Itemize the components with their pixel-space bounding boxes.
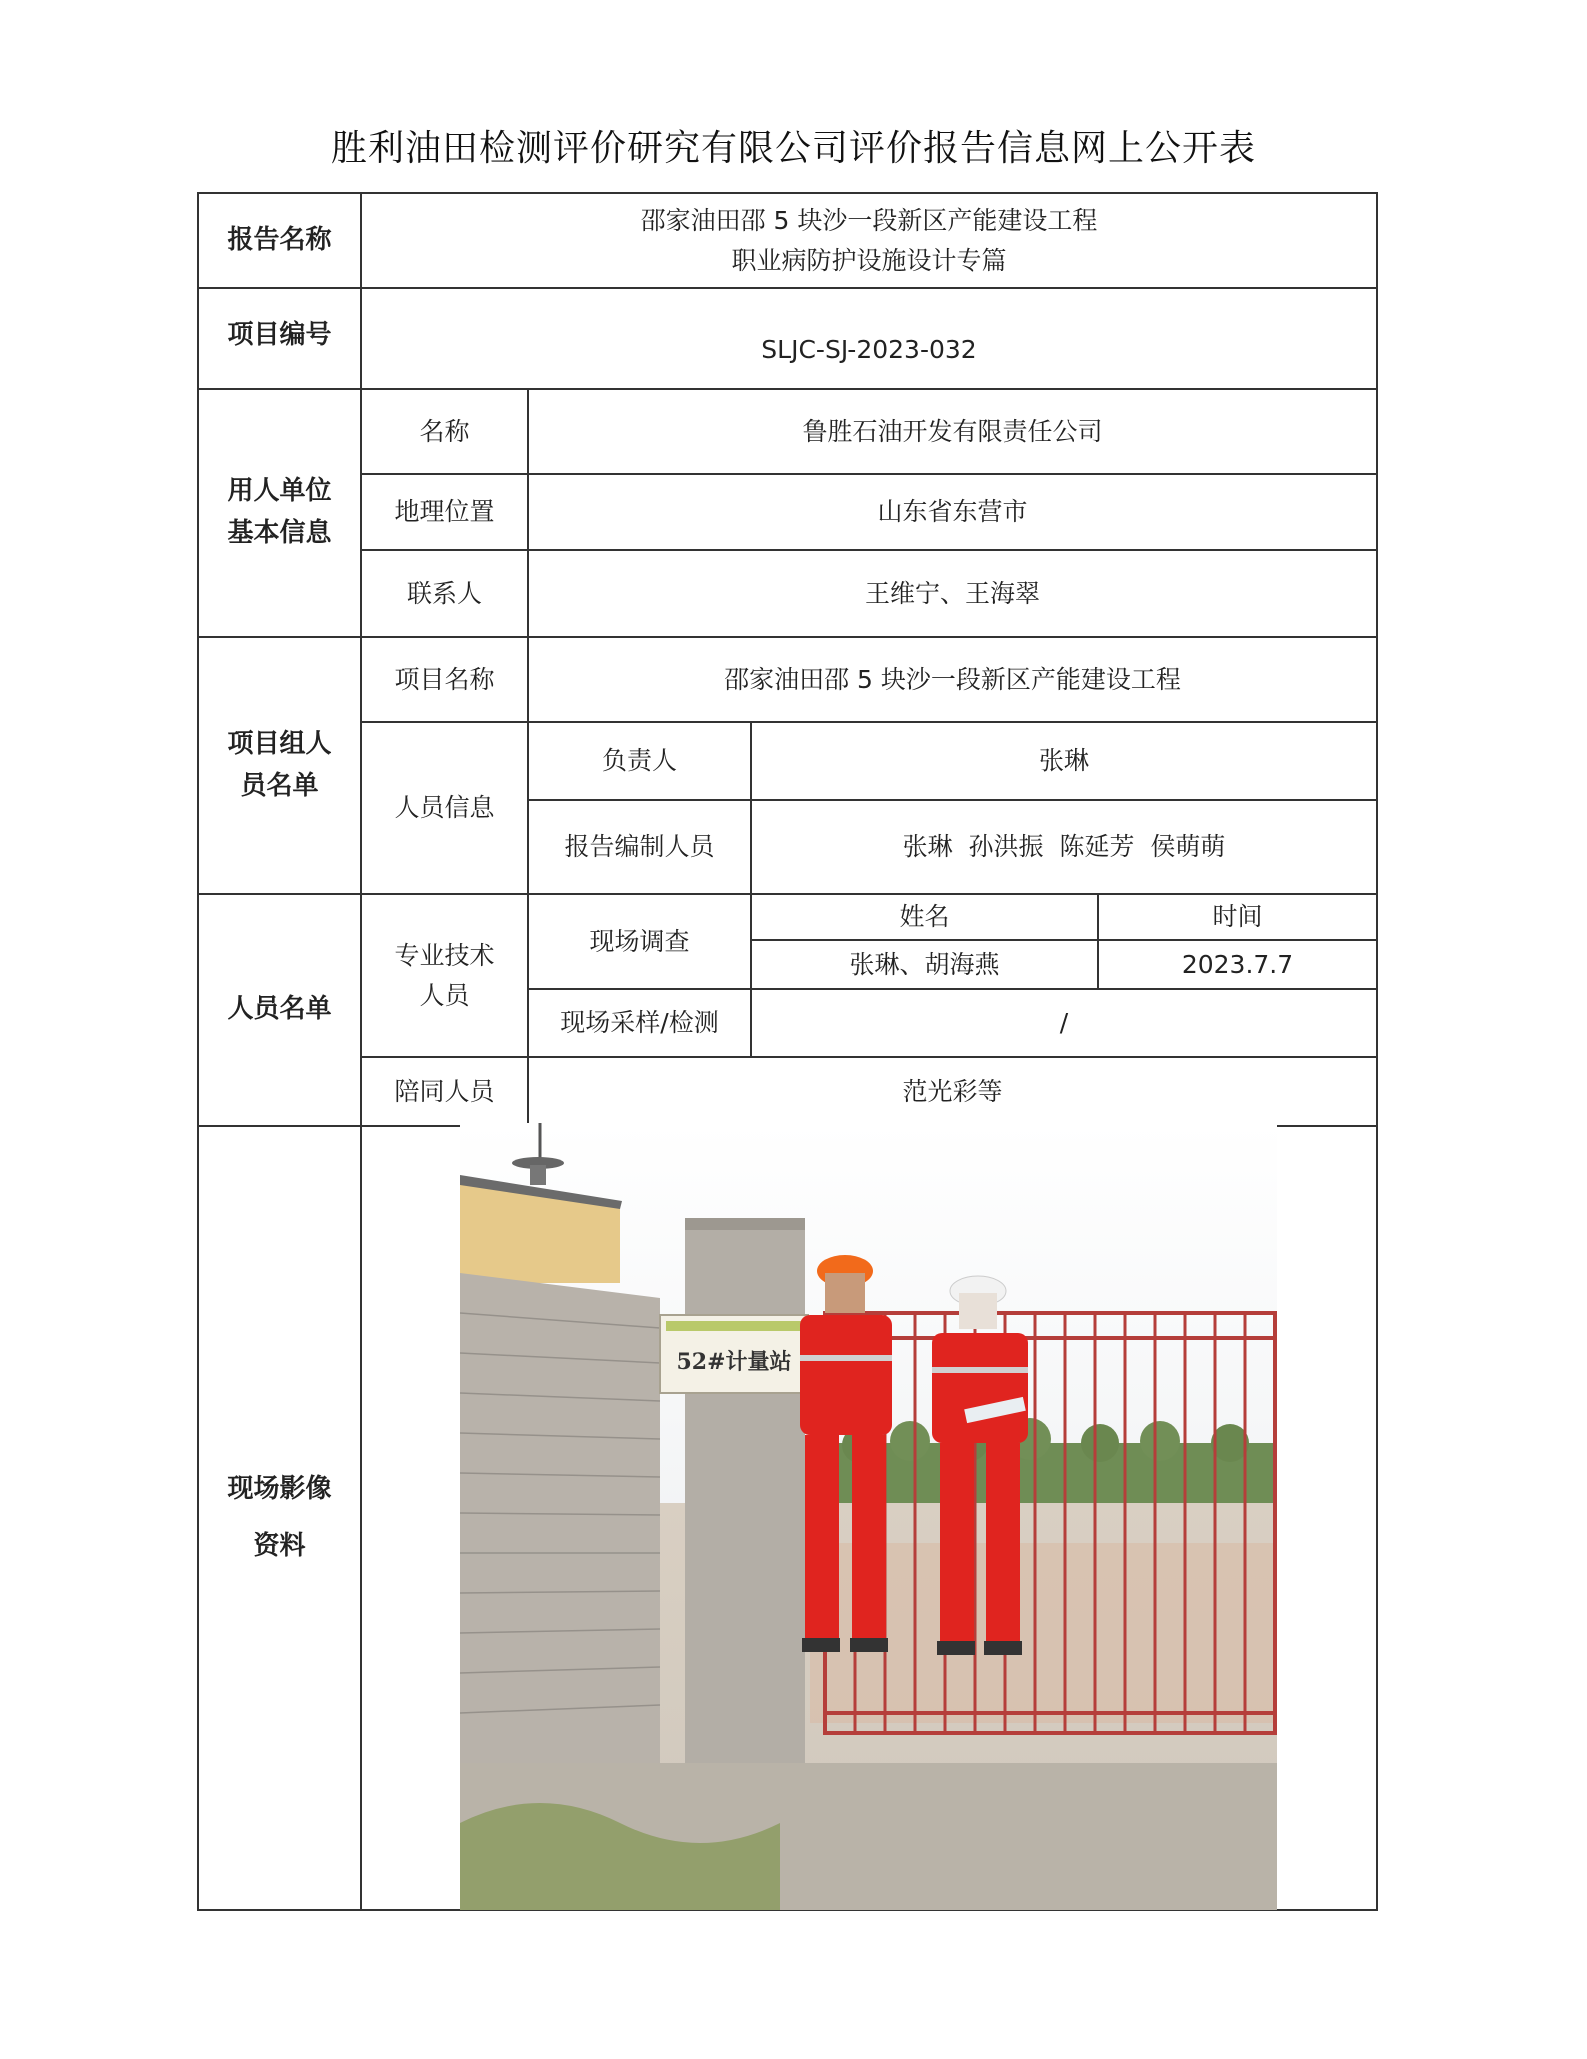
project-team-label (199, 638, 360, 893)
col-time-header: 时间 (1212, 902, 1263, 931)
sampling-label: 现场采样/检测 (560, 1008, 719, 1037)
report-name-label: 报告名称 (227, 224, 332, 255)
report-name-line2: 职业病防护设施设计专篇 (731, 245, 1007, 275)
project-no-label: 项目编号 (227, 320, 332, 350)
employer-label-line2: 基本信息 (227, 518, 332, 548)
site-photo-label (199, 1127, 360, 1909)
tech-staff-label (362, 895, 527, 1056)
site-photo-label-line2: 资料 (253, 1531, 306, 1561)
sampling-value: / (1059, 1008, 1069, 1037)
survey-label: 现场调查 (589, 926, 690, 956)
writers-label: 报告编制人员 (564, 832, 715, 861)
tech-staff-label-line1: 专业技术 (394, 940, 495, 970)
escort-label: 陪同人员 (394, 1076, 495, 1106)
employer-contact-value: 王维宁、王海翠 (864, 578, 1040, 608)
lead-label: 负责人 (601, 746, 677, 775)
employer-label-line1: 用人单位 (227, 476, 332, 507)
employer-name-value: 鲁胜石油开发有限责任公司 (802, 416, 1103, 446)
project-name-label: 项目名称 (394, 664, 495, 694)
employer-contact-label: 联系人 (406, 578, 482, 608)
page-title: 胜利油田检测评价研究有限公司评价报告信息网上公开表 (330, 128, 1256, 169)
site-photo (460, 1123, 1277, 1910)
project-team-label-line2: 员名单 (240, 770, 319, 801)
writers-value: 张琳 孙洪振 陈延芳 侯萌萌 (902, 832, 1226, 861)
tech-staff-label-line2: 人员 (419, 980, 470, 1010)
site-photo-label-line1: 现场影像 (227, 1473, 332, 1504)
employer-location-value: 山东省东营市 (877, 497, 1028, 526)
project-no-value: SLJC-SJ-2023-032 (761, 335, 977, 364)
survey-date: 2023.7.7 (1181, 949, 1294, 979)
col-name-header: 姓名 (899, 902, 950, 931)
survey-names: 张琳、胡海燕 (849, 949, 1000, 979)
employer-name-label: 名称 (419, 416, 470, 446)
escort-value: 范光彩等 (902, 1076, 1003, 1106)
employer-label (199, 390, 360, 636)
station-sign-text: 52#计量站 (676, 1349, 792, 1375)
report-name-value (362, 194, 1376, 287)
employer-location-label: 地理位置 (394, 497, 495, 526)
personnel-info-label: 人员信息 (394, 793, 495, 822)
project-name-value: 邵家油田邵 5 块沙一段新区产能建设工程 (724, 664, 1181, 694)
report-name-line1: 邵家油田邵 5 块沙一段新区产能建设工程 (640, 205, 1098, 235)
staff-label: 人员名单 (227, 994, 332, 1025)
lead-value: 张琳 (1038, 746, 1089, 775)
project-team-label-line1: 项目组人 (227, 728, 332, 759)
